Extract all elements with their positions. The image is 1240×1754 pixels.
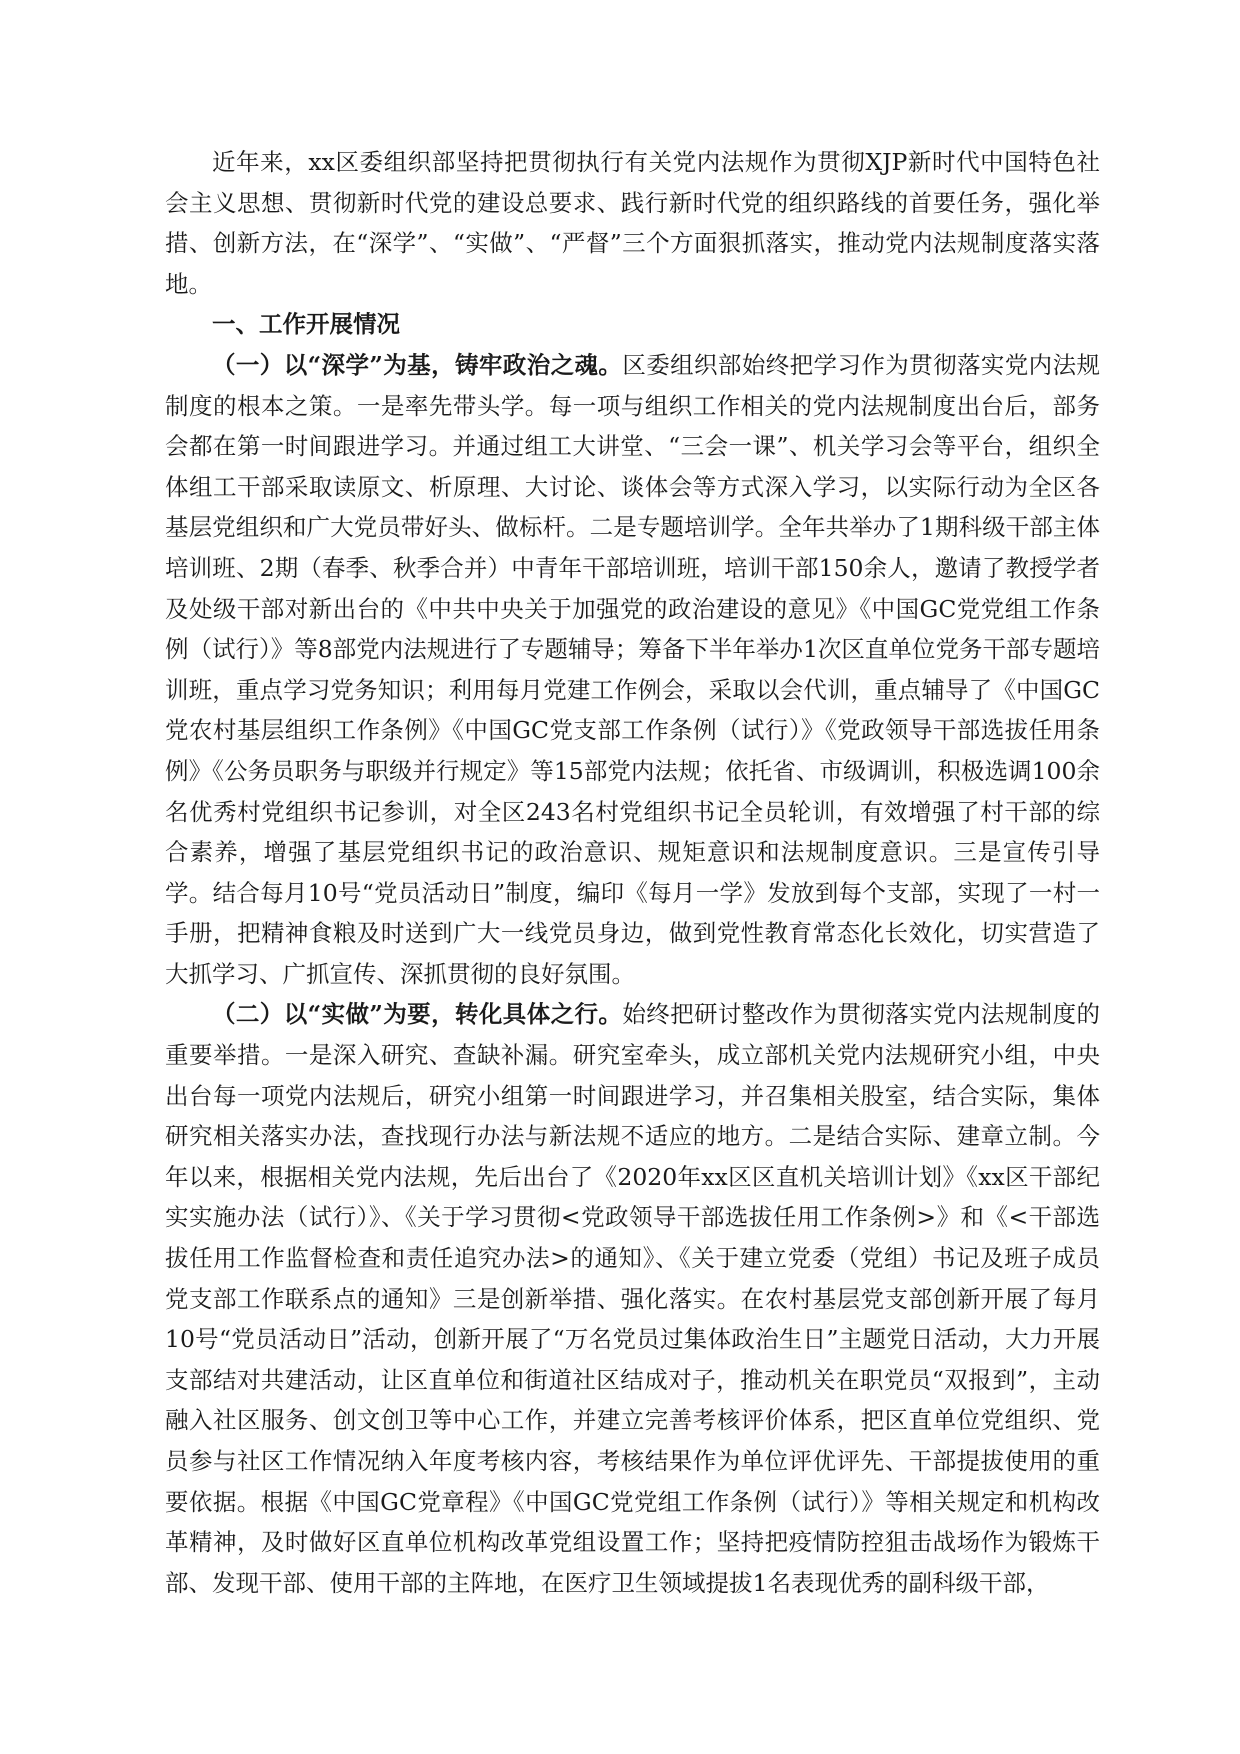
document-page (165, 142, 1100, 1603)
part-two-body: 始终把研讨整改作为贯彻落实党内法规制度的重要举措。一是深入研究、查缺补漏。研究室牵头，成立部机关党内法规研究小组，中央出台每一项党内法规后，研究小组第一时间跟进学习，并召集相关股室，结合实际，集体研究相关落实办法，查找现行办法与新法规不适应的地方。二是结合实际、建章立制。今年以来，根据相关党内法规，先后出台了《2020年xx区区直机关培训计划》《xx区干部纪实实施办法（试行）》、《关于学习贯彻<党政领导干部选拔任用工作条例>》和《<干部选拔任用工作监督检查和责任追究办法>的通知》、《关于建立党委（党组）书记及班子成员党支部工作联系点的通知》三是创新举措、强化落实。在农村基层党支部创新开展了每月10号“党员活动日”活动，创新开展了“万名党员过集体政治生日”主题党日活动，大力开展支部结对共建活动，让区直单位和街道社区结成对子，推动机关在职党员“双报到”，主动融入社区服务、创文创卫等中心工作，并建立完善考核评价体系，把区直单位党组织、党员参与社区工作情况纳入年度考核内容，考核结果作为单位评优评先、干部提拔使用的重要依据。根据《中国GC党章程》《中国GC党党组工作条例（试行）》等相关规定和机构改革精神，及时做好区直单位机构改革党组设置工作；坚持把疫情防控狙击战场作为锻炼干部、发现干部、使用干部的主阵地，在医疗卫生领域提拔1名表现优秀的副科级干部， (165, 1000, 1100, 1597)
section-heading: 一、工作开展情况 (212, 310, 400, 339)
part-one-paragraph (165, 345, 1100, 995)
part-one-title: （一）以“深学”为基，铸牢政治之魂。 (212, 350, 623, 379)
part-two-title: （二）以“实做”为要，转化具体之行。 (212, 1000, 623, 1029)
part-two-paragraph (165, 994, 1100, 1603)
part-one-body: 区委组织部始终把学习作为贯彻落实党内法规制度的根本之策。一是率先带头学。每一项与组织工作相关的党内法规制度出台后，部务会都在第一时间跟进学习。并通过组工大讲堂、“三会一课”、机关学习会等平台，组织全体组工干部采取读原文、析原理、大讨论、谈体会等方式深入学习，以实际行动为全区各基层党组织和广大党员带好头、做标杆。二是专题培训学。全年共举办了1期科级干部主体培训班、2期（春季、秋季合并）中青年干部培训班，培训干部150余人，邀请了教授学者及处级干部对新出台的《中共中央关于加强党的政治建设的意见》《中国GC党党组工作条例（试行）》等8部党内法规进行了专题辅导；筹备下半年举办1次区直单位党务干部专题培训班，重点学习党务知识；利用每月党建工作例会，采取以会代训，重点辅导了《中国GC党农村基层组织工作条例》《中国GC党支部工作条例（试行）》《党政领导干部选拔任用条例》《公务员职务与职级并行规定》等15部党内法规；依托省、市级调训，积极选调100余名优秀村党组织书记参训，对全区243名村党组织书记全员轮训，有效增强了村干部的综合素养，增强了基层党组织书记的政治意识、规矩意识和法规制度意识。三是宣传引导学。结合每月10号“党员活动日”制度，编印《每月一学》发放到每个支部，实现了一村一手册，把精神食粮及时送到广大一线党员身边，做到党性教育常态化长效化，切实营造了大抓学习、广抓宣传、深抓贯彻的良好氛围。 (165, 350, 1100, 988)
intro-paragraph: 近年来，xx区委组织部坚持把贯彻执行有关党内法规作为贯彻XJP新时代中国特色社会主义思想、贯彻新时代党的建设总要求、践行新时代党的组织路线的首要任务，强化举措、创新方法，在“深学”、“实做”、“严督”三个方面狠抓落实，推动党内法规制度落实落地。 (165, 148, 1100, 298)
